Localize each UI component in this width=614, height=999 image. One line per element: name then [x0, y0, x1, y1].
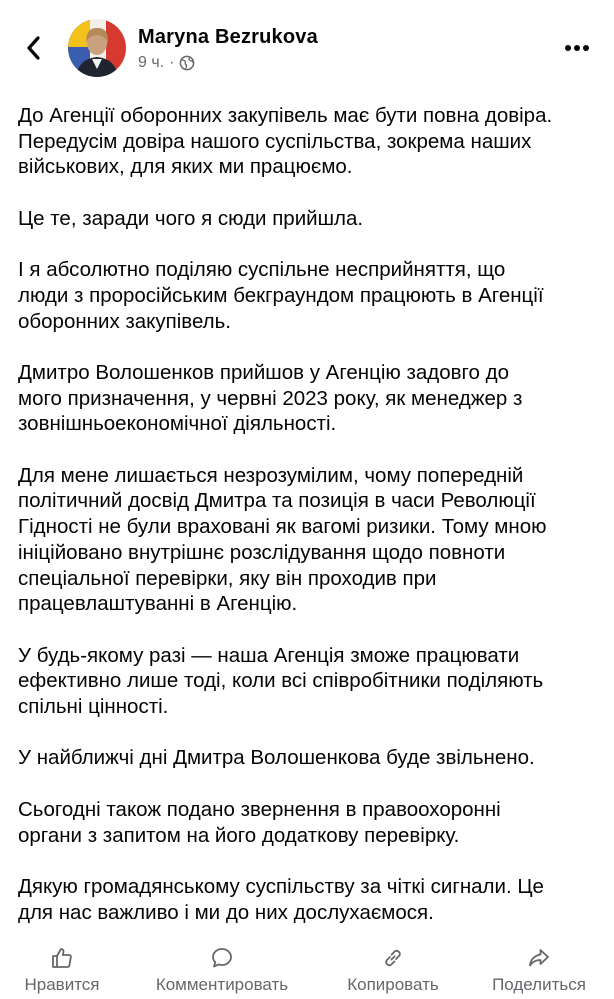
author-photo-icon — [68, 19, 126, 77]
comment-bubble-icon — [210, 946, 234, 970]
post-paragraph: І я абсолютно поділяю суспільне несприйняття, що люди з проросійським бекграундом працюють в Агенції оборонних закупівель. — [18, 258, 544, 333]
post-timestamp[interactable]: 9 ч. — [138, 54, 165, 71]
post-paragraph: Це те, заради чого я сюди прийшла. — [18, 206, 364, 230]
comment-button[interactable] — [141, 938, 303, 999]
avatar[interactable] — [68, 19, 126, 77]
post-text — [18, 103, 604, 951]
like-label: Нравится — [24, 975, 100, 994]
post-meta — [138, 54, 195, 72]
globe-icon — [179, 55, 195, 71]
meta-separator: · — [169, 54, 175, 71]
more-horizontal-icon — [564, 44, 590, 52]
share-arrow-icon — [527, 946, 551, 970]
share-button[interactable] — [480, 938, 598, 999]
post-action-bar — [0, 938, 614, 999]
post-paragraph: У будь-якому разі — наша Агенція зможе працювати ефективно лише тоді, коли всі співробітники поділяють спільні цінності. — [18, 643, 544, 719]
post-paragraph: Сьогодні також подано звернення в правоохоронні органи з запитом на його додаткову перевірку. — [18, 797, 501, 847]
share-label: Поделиться — [492, 975, 586, 994]
thumbs-up-icon — [50, 946, 74, 970]
back-button[interactable] — [18, 30, 48, 66]
like-button[interactable] — [14, 938, 110, 999]
chevron-left-icon — [25, 35, 41, 61]
copy-label: Копировать — [347, 975, 439, 994]
post-paragraph: У найближчі дні Дмитра Волошенкова буде звільнено. — [18, 746, 535, 770]
post-paragraph: Дмитро Волошенков прийшов у Агенцію задовго до мого призначення, у червні 2023 року, як менеджер з зовнішньоекономічної діяльності. — [18, 360, 523, 436]
post-paragraph: До Агенції оборонних закупівель має бути повна довіра. Передусім довіра нашого суспільства, зокрема наших військових, для яких ми працюємо. — [18, 104, 553, 179]
more-options-button[interactable] — [560, 38, 594, 58]
post-header — [0, 0, 614, 86]
comment-label: Комментировать — [155, 975, 289, 994]
author-name[interactable]: Maryna Bezrukova — [138, 26, 318, 48]
link-icon — [381, 946, 405, 970]
post-paragraph: Дякую громадянському суспільству за чіткі сигнали. Це для нас важливо і ми до них дослухаємося. — [18, 874, 544, 924]
post-paragraph: Для мене лишається незрозумілим, чому попередній політичний досвід Дмитра та позиція в часи Революції Гідності не були враховані як вагомі ризики. Тому мною ініційовано внутрішнє розслідування щодо повноти спеціальної перевірки, яку він проходив при працевлаштуванні в Агенцію. — [18, 463, 547, 616]
copy-link-button[interactable] — [335, 938, 451, 999]
